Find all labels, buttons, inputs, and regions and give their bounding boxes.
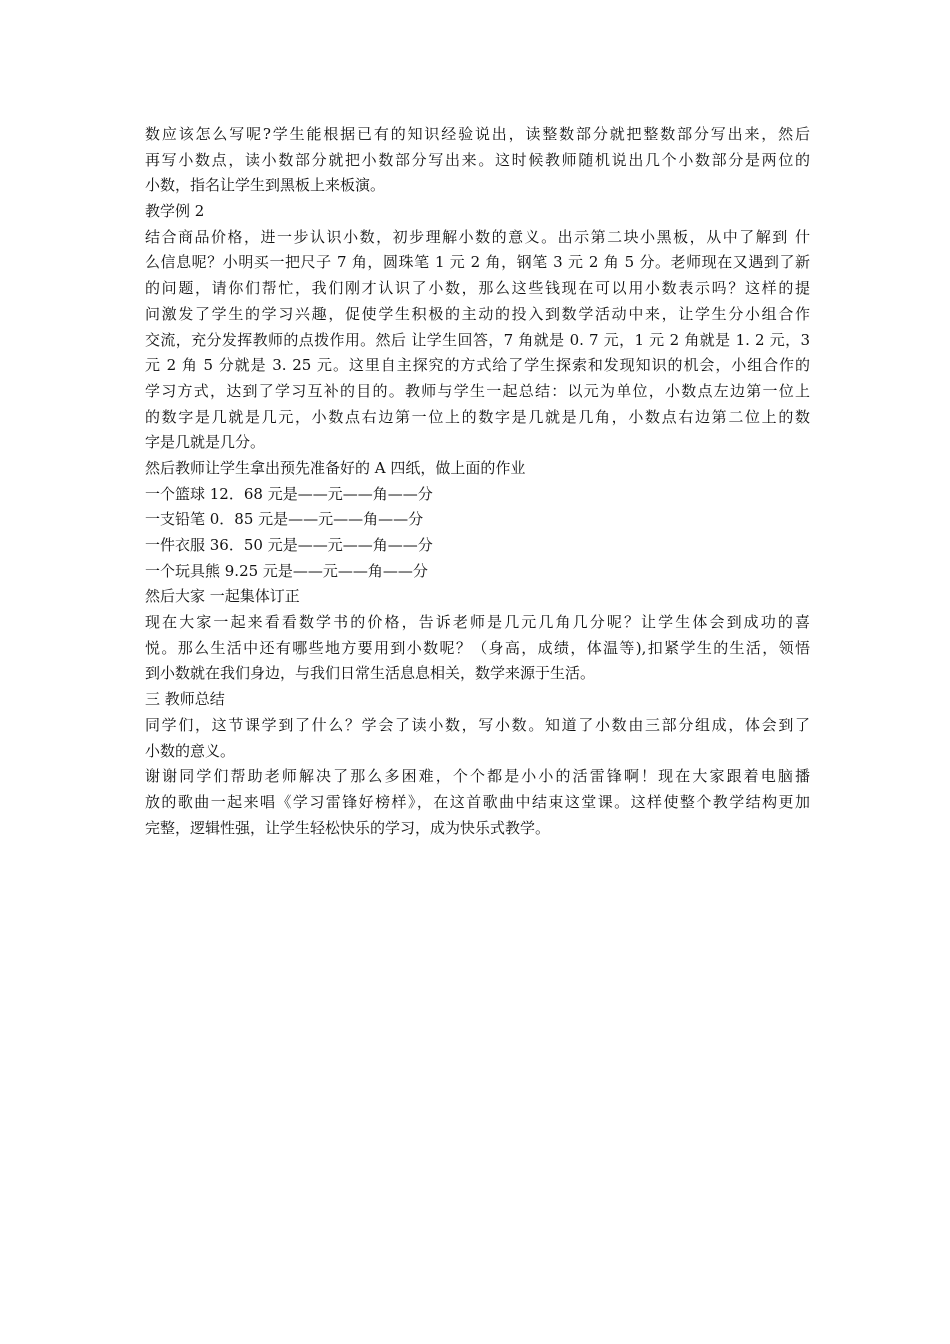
text-line: 到小数就在我们身边，与我们日常生活息息相关，数学来源于生活。 [145, 664, 596, 683]
text-line: 结合商品价格，进一步认识小数，初步理解小数的意义。出示第二块小黑板，从中了解到 什 [145, 227, 810, 246]
text-line: 学习方式，达到了学习互补的目的。教师与学生一起总结：以元为单位，小数点左边第一位上 [145, 381, 810, 400]
text-line: 小数的意义。 [145, 741, 236, 760]
text-line: 问激发了学生的学习兴趣，促使学生积极的主动的投入到数学活动中来，让学生分小组合作 [145, 304, 810, 323]
document-body [145, 122, 810, 841]
exercise-item: 一件衣服 36．50 元是——元——角——分 [145, 536, 433, 554]
text-line: 然后教师让学生拿出预先准备好的 A 四纸，做上面的作业 [145, 458, 526, 477]
text-line: 现在大家一起来看看数学书的价格，告诉老师是几元几角几分呢？让学生体会到成功的喜 [145, 613, 810, 632]
text-line: 放的歌曲一起来唱《学习雷锋好榜样》，在这首歌曲中结束这堂课。这样使整个教学结构更加 [145, 792, 810, 811]
section-heading: 三 教师总结 [145, 690, 225, 709]
text-line: 再写小数点，读小数部分就把小数部分写出来。这时候教师随机说出几个小数部分是两位的 [145, 150, 810, 169]
exercise-item: 一个玩具熊 9.25 元是——元——角——分 [145, 561, 428, 580]
exercise-item: 一支铅笔 0．85 元是——元——角——分 [145, 510, 424, 529]
text-line: 谢谢同学们帮助老师解决了那么多困难，个个都是小小的活雷锋啊！现在大家跟着电脑播 [145, 767, 810, 786]
text-line: 的问题，请你们帮忙，我们刚才认识了小数，那么这些钱现在可以用小数表示吗？这样的提 [145, 279, 810, 298]
section-heading: 教学例 2 [145, 202, 205, 221]
exercise-item: 一个篮球 12．68 元是——元——角——分 [145, 484, 433, 503]
text-line: 小数，指名让学生到黑板上来板演。 [145, 176, 386, 195]
text-line: 字是几就是几分。 [145, 433, 266, 452]
text-line: 悦。那么生活中还有哪些地方要用到小数呢？（身高，成绩，体温等),扣紧学生的生活，领悟 [145, 638, 810, 657]
text-line: 么信息呢？小明买一把尺子 7 角，圆珠笔 1 元 2 角，钢笔 3 元 2 角 5 分。老师现在又遇到了新 [145, 253, 810, 272]
text-line: 然后大家 一起集体订正 [145, 587, 300, 606]
text-line: 交流，充分发挥教师的点拨作用。然后 让学生回答，7 角就是 0. 7 元，1 元 2 角就是 1. 2 元，3 [145, 330, 810, 349]
text-line: 同学们，这节课学到了什么？学会了读小数，写小数。知道了小数由三部分组成，体会到了 [145, 715, 810, 734]
text-line: 元 2 角 5 分就是 3. 25 元。这里自主探究的方式给了学生探索和发现知识的机会，小组合作的 [145, 356, 810, 375]
text-line: 的数字是几就是几元，小数点右边第一位上的数字是几就是几角，小数点右边第二位上的数 [145, 407, 810, 426]
text-line: 数应该怎么写呢?学生能根据已有的知识经验说出，读整数部分就把整数部分写出来，然后 [145, 125, 810, 143]
text-line: 完整，逻辑性强，让学生轻松快乐的学习，成为快乐式教学。 [145, 818, 551, 837]
